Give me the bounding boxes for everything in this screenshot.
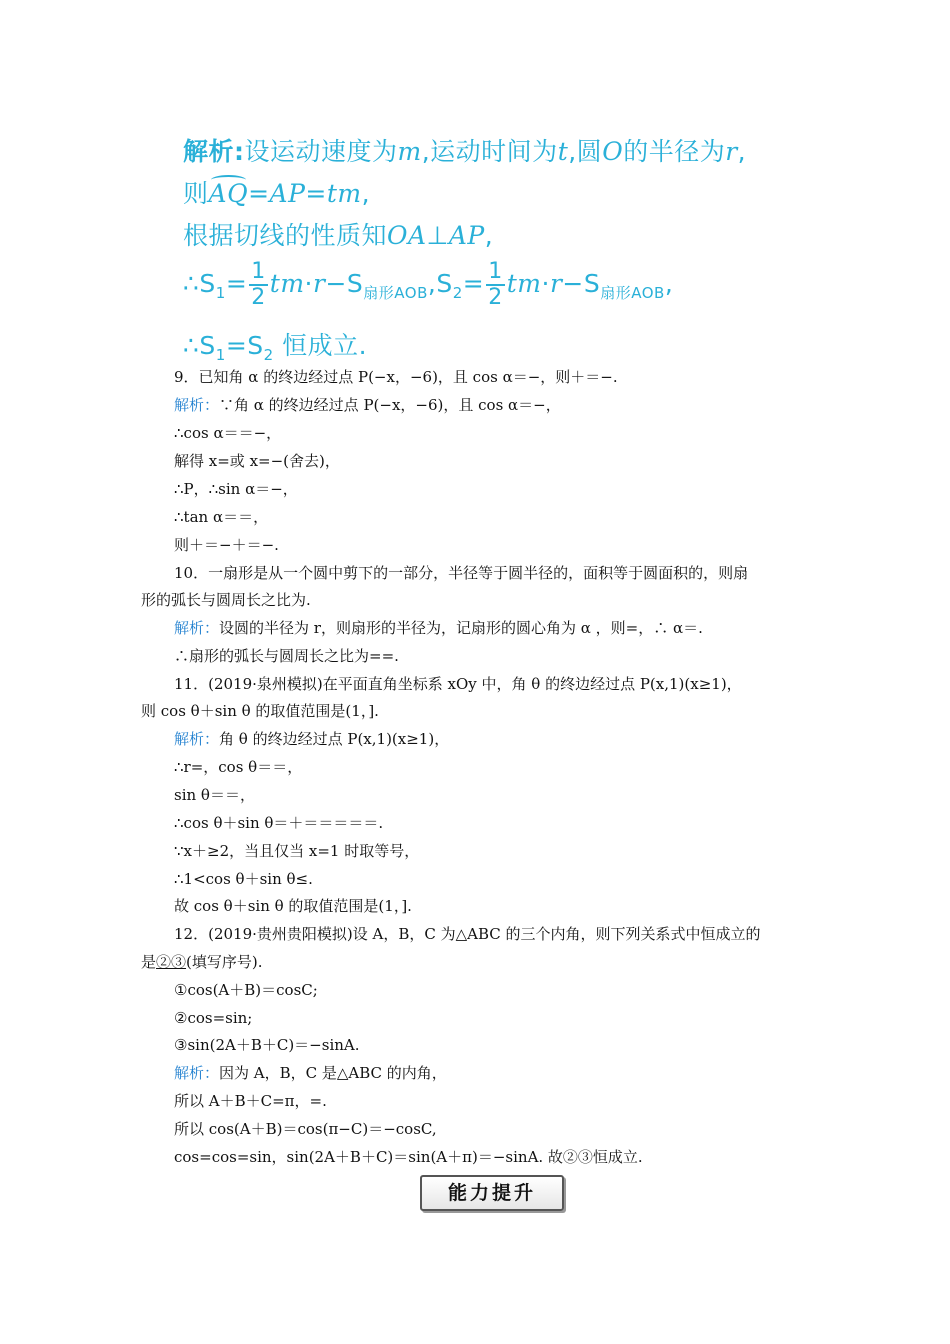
solution-9-line-3: 解得 x=或 x=−(舍去)， [174, 452, 340, 470]
solution-12-line-1: 解析：因为 A，B，C 是△ABC 的内角， [174, 1064, 447, 1082]
arc-aq: AQ [208, 179, 249, 208]
problem-9: 9．已知角 α 的终边经过点 P(−x，−6)，且 cos α＝−，则＋＝−. [174, 368, 618, 386]
solution-11-line-1: 解析：角 θ 的终边经过点 P(x,1)(x≥1)， [174, 730, 450, 748]
solution-9-line-1: 解析：∵角 α 的终边经过点 P(−x，−6)，且 cos α＝−， [174, 396, 561, 414]
problem-12: 12．(2019·贵州贵阳模拟)设 A，B，C 为△ABC 的三个内角，则下列关系式中恒成立的 [174, 925, 761, 943]
solution-12-line-3: 所以 cos(A＋B)＝cos(π−C)＝−cosC, [174, 1120, 437, 1138]
solution-line-1: 解析:设运动速度为m,运动时间为t,圆O的半径为r, [183, 137, 747, 166]
fraction-half: $\frac{1}{2}$ [251, 259, 266, 310]
solution-12-line-4: cos=cos=sin，sin(2A＋B＋C)＝sin(A＋π)＝−sinA. 故②③恒成立. [174, 1148, 643, 1166]
problem-10: 10．一扇形是从一个圆中剪下的一部分，半径等于圆半径的，面积等于圆面积的，则扇 [174, 564, 749, 582]
solution-9-line-6: 则＋＝−＋＝−. [174, 536, 279, 554]
problem-12-option-2: ②cos=sin; [174, 1009, 253, 1027]
solution-11-line-2: ∴r=，cos θ＝＝， [174, 758, 303, 776]
solution-9-line-2: ∴cos α＝＝−， [174, 424, 282, 442]
problem-12-cont: 是②③(填写序号). [141, 953, 263, 971]
solution-9-line-4: ∴P，∴sin α＝−， [174, 480, 298, 498]
solution-11-line-5: ∵x＋≥2，当且仅当 x=1 时取等号， [174, 842, 420, 860]
solution-image-block [183, 128, 843, 368]
solution-line-2: 则AQ=AP=tm, [183, 179, 371, 208]
solution-11-line-3: sin θ＝＝， [174, 786, 255, 804]
solution-9-line-5: ∴tan α＝＝， [174, 508, 269, 526]
problem-11: 11．(2019·泉州模拟)在平面直角坐标系 xOy 中，角 θ 的终边经过点 P(x,1)(x≥1)， [174, 675, 742, 693]
fraction-half-2: $\frac{1}{2}$ [488, 259, 503, 310]
solution-11-line-7: 故 cos θ＋sin θ 的取值范围是(1，]. [174, 897, 412, 915]
problem-11-cont: 则 cos θ＋sin θ 的取值范围是(1，]. [141, 702, 379, 720]
solution-11-line-6: ∴1<cos θ＋sin θ≤. [174, 870, 313, 888]
problem-12-option-3: ③sin(2A＋B＋C)＝−sinA. [174, 1036, 360, 1054]
problem-10-cont: 形的弧长与圆周长之比为. [141, 591, 311, 609]
section-badge: 能力提升 [420, 1175, 564, 1211]
solution-10-line-1: 解析：设圆的半径为 r，则扇形的半径为，记扇形的圆心角为 α ，则=，∴ α＝. [174, 619, 703, 637]
solution-line-3: 根据切线的性质知OA⊥AP, [183, 221, 494, 250]
solution-10-line-2: ∴扇形的弧长与圆周长之比为==. [174, 647, 399, 665]
solution-line-5: $\therefore S_1=S_2$ 恒成立. [183, 331, 368, 364]
problem-12-option-1: ①cos(A＋B)＝cosC; [174, 981, 318, 999]
solution-12-line-2: 所以 A＋B＋C=π，=. [174, 1092, 327, 1110]
solution-11-line-4: ∴cos θ＋sin θ＝＋＝＝＝＝＝. [174, 814, 384, 832]
solution-line-4: $\therefore S_1=$ $\frac{1}{2}$ $tm\cdot r-S_{扇形AOB},S_2=$ $\frac{1}{2}$ $tm\cdot r-S_{扇形AOB}$, [183, 259, 674, 310]
